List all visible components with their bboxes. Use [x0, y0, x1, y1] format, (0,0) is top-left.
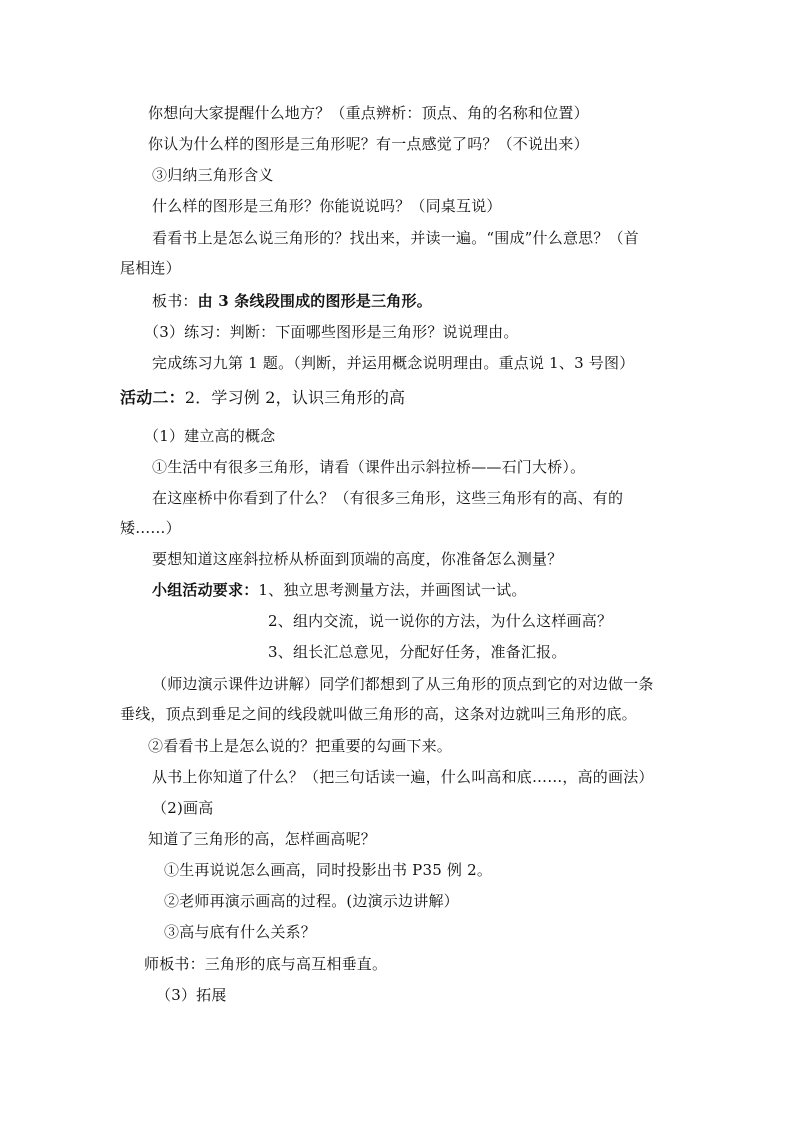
text-line: （3）拓展 [156, 986, 227, 1004]
text-line: （师边演示课件边讲解）同学们都想到了从三角形的顶点到它的对边做一条 [152, 675, 654, 693]
activity-title: 2．学习例 2，认识三角形的高 [184, 388, 406, 407]
text-line: 从书上你知道了什么？（把三句话读一遍，什么叫高和底……，高的画法） [152, 768, 654, 786]
board-writing [152, 291, 432, 311]
text-line: ③归纳三角形含义 [152, 166, 274, 184]
text-line: ③高与底有什么关系？ [164, 923, 317, 941]
group-label: 小组活动要求： [152, 581, 259, 599]
board-label: 板书： [152, 292, 198, 310]
board-content: 由 3 条线段围成的图形是三角形。 [197, 292, 432, 310]
group-requirements [152, 580, 527, 600]
text-line: 3、组长汇总意见，分配好任务，准备汇报。 [268, 643, 567, 661]
text-line: 矮……） [120, 519, 181, 537]
text-line: 师板书：三角形的底与高互相垂直。 [144, 955, 388, 973]
text-line: 完成练习九第 1 题。（判断，并运用概念说明理由。重点说 1、3 号图） [152, 354, 635, 372]
text-line: （2)画高 [152, 799, 214, 817]
text-line: ②看看书上是怎么说的？把重要的勾画下来。 [148, 737, 453, 755]
activity-heading [120, 388, 405, 408]
text-line: 要想知道这座斜拉桥从桥面到顶端的高度，你准备怎么测量？ [152, 550, 563, 568]
text-line: 尾相连） [120, 259, 181, 277]
text-line: 什么样的图形是三角形？你能说说吗？（同桌互说） [152, 197, 502, 215]
group-item-1: 1、独立思考测量方法，并画图试一试。 [258, 581, 527, 599]
text-line: （1）建立高的概念 [144, 427, 276, 445]
text-line: 2、组内交流，说一说你的方法，为什么这样画高？ [268, 612, 613, 630]
text-line: （3）练习：判断：下面哪些图形是三角形？说说理由。 [144, 323, 519, 341]
text-line: 垂线，顶点到垂足之间的线段就叫做三角形的高，这条对边就叫三角形的底。 [120, 705, 637, 723]
text-line: 在这座桥中你看到了什么？（有很多三角形，这些三角形有的高、有的 [152, 489, 624, 507]
text-line: ①生活中有很多三角形，请看（课件出示斜拉桥——石门大桥）。 [152, 458, 586, 476]
activity-label: 活动二： [120, 388, 185, 407]
text-line: 你认为什么样的图形是三角形呢？有一点感觉了吗？（不说出来） [148, 135, 589, 153]
text-line: 你想向大家提醒什么地方？（重点辨析：顶点、角的名称和位置） [148, 104, 589, 122]
text-line: ①生再说说怎么画高，同时投影出书 P35 例 2。 [164, 861, 493, 879]
text-line: 知道了三角形的高，怎样画高呢？ [148, 830, 377, 848]
text-line: 看看书上是怎么说三角形的？找出来，并读一遍。“围成”什么意思？（首 [152, 229, 639, 247]
text-line: ②老师再演示画高的过程。(边演示边讲解） [164, 892, 459, 910]
